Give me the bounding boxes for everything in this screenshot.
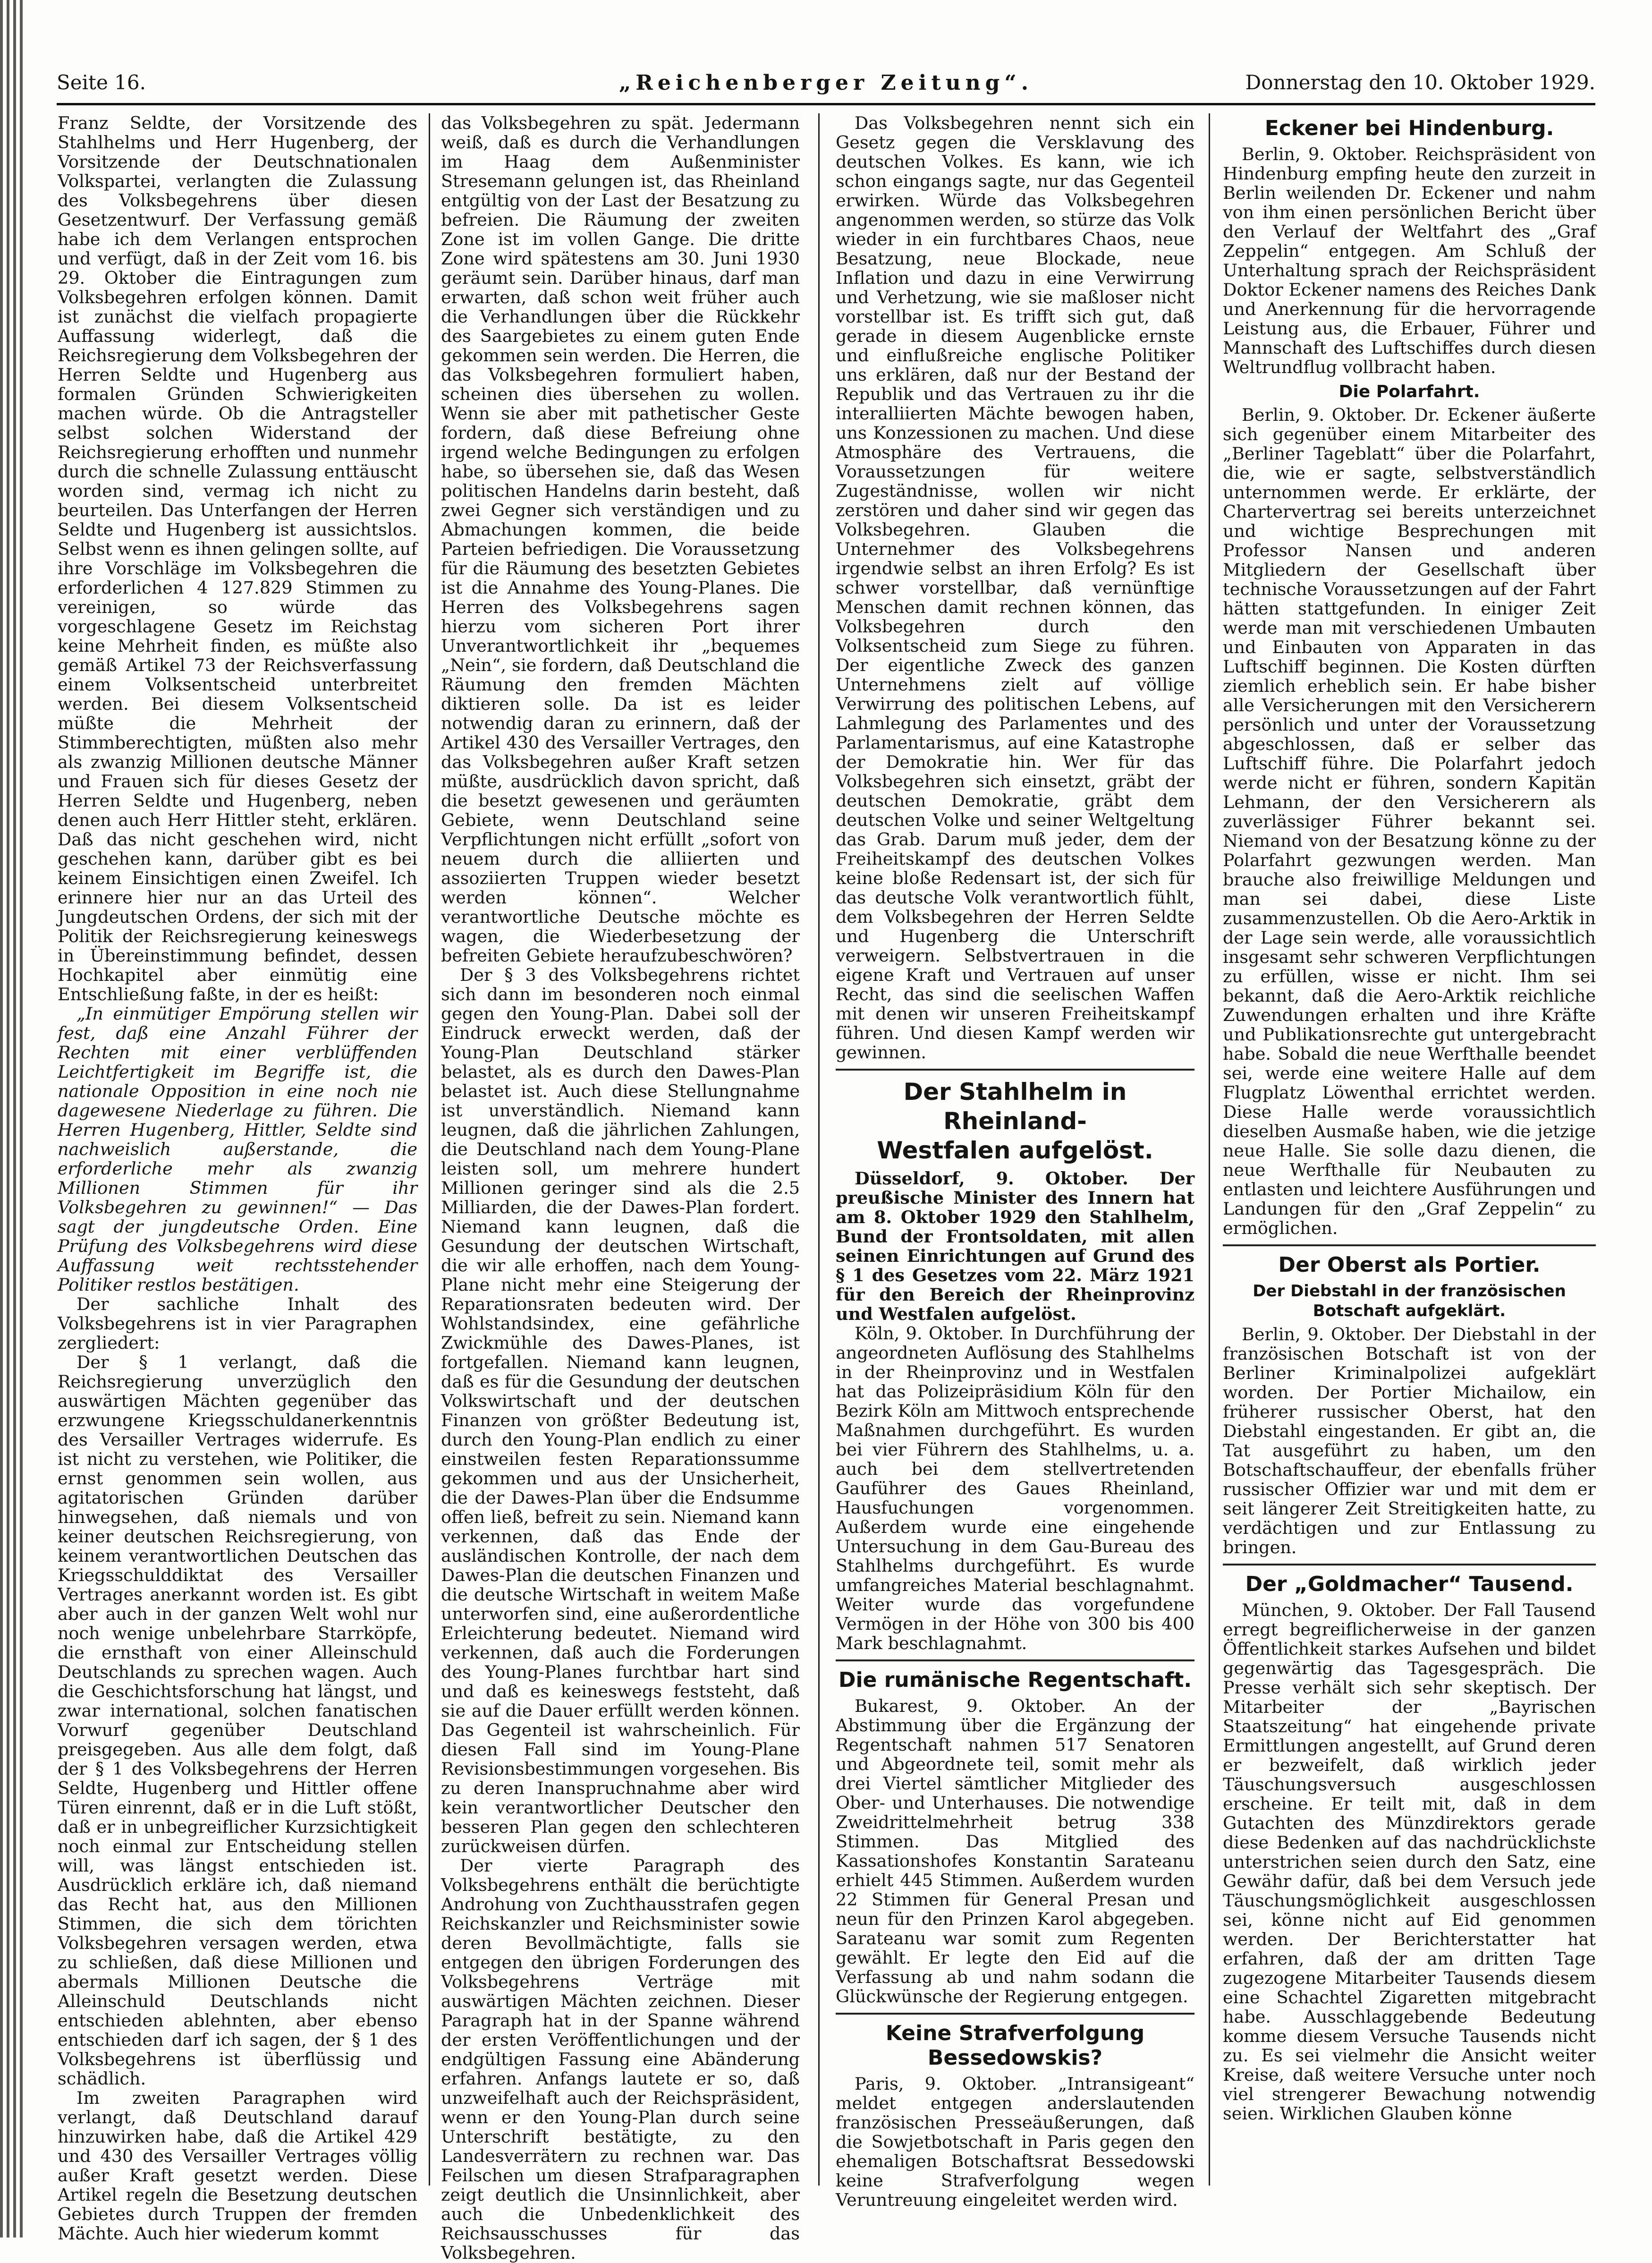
column-rule — [429, 113, 430, 2186]
article-paragraph: Berlin, 9. Oktober. Reichspräsident von Hindenburg empfing heute den zurzeit in Berlin weilenden Dr. Eckener und nahm von ihm einen persönlichen Bericht über den Verlauf der Weltfahrt des „Graf Zeppelin“ entgegen. Am Schluß der Unterhaltung sprach der Reichspräsident Doktor Eckener namens des Reiches Dank und Anerkennung für die hervorragende Leistung aus, die Erbauer, Führer und Mannschaft des Luftschiffes durch diesen Weltrundflug vollbracht haben. — [1223, 144, 1596, 377]
article-paragraph: Der § 1 verlangt, daß die Reichsregierung unverzüglich den auswärtigen Mächten gegenüber das erzwungene Kriegsschuldanerkenntnis des Versailler Vertrages widerrufe. Es ist nicht zu verstehen, wie Politiker, die ernst genommen sein wollen, aus agitatorischen Gründen darüber hinwegsehen, daß niemals und von keiner deutschen Reichsregierung, von keinem verantwortlichen Deutschen das Kriegsschulddiktat des Versailler Vertrages anerkannt worden ist. Es gibt aber auch in der ganzen Welt wohl nur noch wenige unbelehrbare Starrköpfe, die ernsthaft von einer Alleinschuld Deutschlands zu sprechen wagen. Auch die Geschichtsforschung hat längst, und zwar international, solchen fanatischen Vorwurf gegenüber Deutschland preisgegeben. Aus alle dem folgt, daß der § 1 des Volksbegehrens der Herren Seldte, Hugenberg und Hittler offene Türen einrennt, daß er in die Luft stößt, daß er in unbegreiflicher Kurzsichtigkeit noch einmal zur Entscheidung stellen will, was längst entschieden ist. Ausdrücklich erkläre ich, daß niemand das Recht hat, aus den Millionen Stimmen, die sich dem törichten Volksbegehren versagen werden, etwa zu schließen, daß diese Millionen und abermals Millionen Deutsche die Alleinschuld Deutschlands nicht entschieden ablehnten, aber ebenso entschieden darf ich sagen, der § 1 des Volksbegehrens ist überflüssig und schädlich. — [58, 1352, 417, 2089]
column-rule — [1209, 113, 1210, 2186]
headline-oberst: Der Oberst als Portier. — [1278, 1253, 1541, 1277]
binding-edge — [0, 0, 23, 2237]
headline-regentschaft: Die rumänische Regentschaft. — [838, 1668, 1192, 1692]
subheadline-polarfahrt: Die Polarfahrt. — [1339, 382, 1480, 401]
article-paragraph: „In einmütiger Empörung stellen wir fest, daß eine Anzahl Führer der Rechten mit einer verblüffenden Leichtfertigkeit im Begriffe ist, die nationale Opposition in eine noch nie dagewesene Niederlage zu führen. Die Herren Hugenberg, Hittler, Seldte sind nachweislich außerstande, die erforderliche mehr als zwanzig Millionen Stimmen für ihr Volksbegehren zu gewinnen!“ — Das sagt der jungdeutsche Orden. Eine Prüfung des Volksbegehrens wird diese Auffassung weit rechtsstehender Politiker restlos bestätigen. — [58, 1004, 417, 1295]
section-rule — [836, 1069, 1195, 1071]
issue-date: Donnerstag den 10. Oktober 1929. — [1245, 71, 1595, 94]
article-paragraph: Der sachliche Inhalt des Volksbegehrens ist in vier Paragraphen zergliedert: — [58, 1294, 417, 1353]
headline-bessedowski: Keine Strafverfolgung Bessedowskis? — [885, 2021, 1145, 2070]
page-header — [57, 71, 1595, 104]
headline-stahlhelm — [836, 1077, 1195, 1165]
article-paragraph: Berlin, 9. Oktober. Der Diebstahl in der französischen Botschaft ist von der Berliner Kriminalpolizei aufgeklärt worden. Der Portier Michailow, ein früherer russischer Oberst, hat den Diebstahl eingestanden. Er gibt an, die Tat ausgeführt zu haben, um den Botschaftschauffeur, der ebenfalls früher russischer Offizier war und mit dem er seit längerer Zeit Streitigkeiten hatte, zu verdächtigen und zur Entlassung zu bringen. — [1223, 1324, 1596, 1557]
article-paragraph: Im zweiten Paragraphen wird verlangt, daß Deutschland darauf hinzuwirken habe, daß die Artikel 429 und 430 des Versailler Vertrages völlig außer Kraft gesetzt werden. Diese Artikel regeln die Besetzung deutschen Gebietes durch Truppen der fremden Mächte. Auch hier wiederum kommt — [58, 2088, 417, 2244]
headline-goldmacher: Der „Goldmacher“ Tausend. — [1245, 1572, 1574, 1596]
headline-line: Der Stahlhelm in Rheinland- — [903, 1078, 1127, 1135]
column-3 — [836, 113, 1195, 2210]
article-paragraph: Der § 3 des Volksbegehrens richtet sich dann im besonderen noch einmal gegen den Young-Plan. Dabei soll der Eindruck erweckt werden, daß der Young-Plan Deutschland stärker belastet, als es durch den Dawes-Plan belastet ist. Auch diese Stellungnahme ist unverständlich. Niemand kann leugnen, daß die jährlichen Zahlungen, die Deutschland nach dem Young-Plane leisten soll, um mehrere hundert Millionen geringer sind als die 2.5 Milliarden, die der Dawes-Plan fordert. Niemand kann leugnen, daß die Gesundung der deutschen Wirtschaft, die wir alle erhoffen, nach dem Young-Plane nicht mehr eine Steigerung der Reparationsraten bedeuten wird. Der Wohlstandsindex, eine gefährliche Zwickmühle des Dawes-Planes, ist fortgefallen. Niemand kann leugnen, daß es für die Gesundung der deutschen Volkswirtschaft und der deutschen Finanzen von größter Bedeutung ist, durch den Young-Plan endlich zu einer einstweilen festen Reparationssumme gekommen und aus der Unsicherheit, die der Dawes-Plan über die Endsumme offen ließ, befreit zu sein. Niemand kann verkennen, daß das Ende der ausländischen Kontrolle, der nach dem Dawes-Plan die deutschen Finanzen und die deutsche Wirtschaft in weitem Maße unterworfen sind, eine außerordentliche Erleichterung bedeutet. Niemand wird verkennen, daß auch die Forderungen des Young-Planes furchtbar hart sind und daß es keineswegs feststeht, daß sie auf die Dauer erfüllt werden können. Das Gegenteil ist wahrscheinlich. Für diesen Fall sind im Young-Plane Revisionsbestimmungen vorgesehen. Bis zu deren Inanspruchnahme aber wird kein verantwortlicher Deutscher den besseren Plan gegen den schlechteren zurückweisen dürfen. — [441, 965, 800, 1856]
column-1 — [58, 113, 417, 2244]
article-paragraph: Köln, 9. Oktober. In Durchführung der angeordneten Auflösung des Stahlhelms in der Rheinprovinz und in Westfalen hat das Polizeipräsidium Köln für den Bezirk Köln am Mittwoch entsprechende Maßnahmen durchgeführt. Es wurden bei vier Führern des Stahlhelms, u. a. auch bei dem stellvertretenden Gauführer des Gaues Rheinland, Hausfuchungen vorgenommen. Außerdem wurde eine eingehende Untersuchung in dem Gau-Bureau des Stahlhelms durchgeführt. Es wurde umfangreiches Material beschlagnahmt. Weiter wurde das vorgefundene Vermögen in der Höhe von 300 bis 400 Mark beschlagnahmt. — [836, 1323, 1195, 1653]
section-rule — [836, 2013, 1195, 2015]
article-paragraph: Düsseldorf, 9. Oktober. Der preußische Minister des Innern hat am 8. Oktober 1929 den Stahlhelm, Bund der Frontsoldaten, mit allen seinen Einrichtungen auf Grund des § 1 des Gesetzes vom 22. März 1921 für den Bereich der Rheinprovinz und Westfalen aufgelöst. — [836, 1168, 1195, 1324]
subheadline-diebstahl: Der Diebstahl in der französischen Botschaft aufgeklärt. — [1253, 1282, 1566, 1320]
section-rule — [1223, 1244, 1596, 1246]
headline-line: Westfalen aufgelöst. — [877, 1137, 1153, 1164]
article-paragraph: Paris, 9. Oktober. „Intransigeant“ meldet entgegen anderslautenden französischen Presseäußerungen, daß die Sowjetbotschaft in Paris gegen den ehemaligen Botschaftsrat Bessedowski keine Strafverfolgung wegen Veruntreuung eingeleitet werden wird. — [836, 2074, 1195, 2210]
article-paragraph: Der vierte Paragraph des Volksbegehrens enthält die berüchtigte Androhung von Zuchthausstrafen gegen Reichskanzler und Reichsminister sowie deren Bevollmächtigte, falls sie entgegen den übrigen Forderungen des Volksbegehrens Verträge mit auswärtigen Mächten zeichnen. Dieser Paragraph hat in der Spanne während der ersten Veröffentlichungen und der endgültigen Fassung eine Abänderung erfahren. Anfangs lautete er so, daß unzweifelhaft auch der Reichspräsident, wenn er den Young-Plan durch seine Unterschrift bestätigte, zu den Landesverrätern zu rechnen war. Das Feilschen um diesen Strafparagraphen zeigt deutlich die Unsinnlichkeit, aber auch die Unbedenklichkeit des Reichsausschusses für das Volksbegehren. — [441, 1855, 800, 2263]
headline-eckener: Eckener bei Hindenburg. — [1264, 116, 1554, 140]
article-paragraph: Bukarest, 9. Oktober. An der Abstimmung über die Ergänzung der Regentschaft nahmen 517 Senatoren und Abgeordnete teil, somit mehr als drei Viertel sämtlicher Mitglieder des Ober- und Unterhauses. Die notwendige Zweidrittelmehrheit betrug 338 Stimmen. Das Mitglied des Kassationshofes Konstantin Sarateanu erhielt 445 Stimmen. Außerdem wurden 22 Stimmen für General Presan und neun für den Prinzen Karol abgegeben. Sarateanu war somit zum Regenten gewählt. Er legte den Eid auf die Verfassung ab und nahm sodann die Glückwünsche der Regierung entgegen. — [836, 1696, 1195, 2007]
column-rule — [818, 113, 820, 2186]
masthead: „Reichenberger Zeitung“. — [618, 71, 1034, 95]
article-paragraph: Das Volksbegehren nennt sich ein Gesetz gegen die Versklavung des deutschen Volkes. Es kann, wie ich schon eingangs sagte, nur das Gegenteil erwirken. Würde das Volksbegehren angenommen werden, so stürze das Volk wieder in ein furchtbares Chaos, neue Besatzung, neue Blockade, neue Inflation und dazu in eine Verwirrung und Verhetzung, wie sie maßloser nicht vorstellbar ist. Es trifft sich gut, daß gerade in diesem Augenblicke ernste und einflußreiche englische Politiker uns erklären, daß nur der Bestand der Republik und das Vertrauen zu ihr die interalliierten Mächte bewogen haben, uns Konzessionen zu machen. Und diese Atmosphäre des Vertrauens, die Voraussetzungen für weitere Zugeständnisse, wollen wir nicht zerstören und daher sind wir gegen das Volksbegehren. Glauben die Unternehmer des Volksbegehrens irgendwie selbst an ihren Erfolg? Es ist schwer vorstellbar, daß vernünftige Menschen damit rechnen können, das Volksbegehren durch den Volksentscheid zum Siege zu führen. Der eigentliche Zweck des ganzen Unternehmens zielt auf völlige Verwirrung des politischen Lebens, auf Lahmlegung des Parlamentes und des Parlamentarismus, auf eine Katastrophe der Demokratie hin. Wer für das Volksbegehren sich einsetzt, gräbt der deutschen Demokratie, gräbt dem deutschen Volke und seiner Weltgeltung das Grab. Darum muß jeder, dem der Freiheitskampf des deutschen Volkes keine bloße Redensart ist, der sich für das deutsche Volk verantwortlich fühlt, dem Volksbegehren der Herren Seldte und Hugenberg die Unterschrift verweigern. Selbstvertrauen in die eigene Kraft und Vertrauen auf unser Recht, das sind die seelischen Waffen mit denen wir unseren Freiheitskampf führen. Und diesen Kampf werden wir gewinnen. — [836, 113, 1195, 1063]
column-2 — [441, 113, 800, 2263]
section-rule — [836, 1659, 1195, 1661]
article-paragraph: München, 9. Oktober. Der Fall Tausend erregt begreiflicherweise in der ganzen Öffentlichkeit starkes Aufsehen und bildet gegenwärtig das Tagesgespräch. Die Presse verhält sich sehr skeptisch. Der Mitarbeiter der „Bayrischen Staatszeitung“ hat eingehende private Ermittlungen angestellt, auf Grund deren er bezweifelt, daß wirklich jeder Täuschungsversuch ausgeschlossen erscheine. Er teilt mit, daß in dem Gutachten des Münzdirektors gerade diese Bedenken auf das nachdrücklichste unterstrichen seien durch den Satz, eine Gewähr dafür, daß bei dem Versuch jede Täuschungsmöglichkeit ausgeschlossen sei, könne nicht auf Eid genommen werden. Der Berichterstatter hat erfahren, daß der am dritten Tage zugezogene Mitarbeiter Tausends diesem eine Schachtel Zigaretten mitgebracht habe. Ausschlaggebende Bedeutung komme diesem Versuche Tausends nicht zu. Es sei vielmehr die Ansicht weiter Kreise, daß weitere Versuche unter noch viel strengerer Bewachung notwendig seien. Wirklichen Glauben könne — [1223, 1600, 1596, 2124]
page-number: Seite 16. — [57, 71, 146, 94]
column-4 — [1223, 113, 1596, 2190]
header-rule — [57, 103, 1595, 105]
article-paragraph: Berlin, 9. Oktober. Dr. Eckener äußerte sich gegenüber einem Mitarbeiter des „Berliner Tageblatt“ über die Polarfahrt, die, wie er sagte, selbstverständlich unternommen werde. Er erklärte, der Chartervertrag sei bereits unterzeichnet und wichtige Besprechungen mit Professor Nansen und anderen Mitgliedern der Gesellschaft über technische Voraussetzungen auf der Fahrt hätten stattgefunden. In einiger Zeit werde man mit verschiedenen Umbauten und Einbauten von Apparaten in das Luftschiff beginnen. Die Kosten dürften ziemlich erheblich sein. Er habe bisher alle Versicherungen mit den Versicherern persönlich und unter der Voraussetzung abgeschlossen, daß er selber das Luftschiff führe. Die Polarfahrt jedoch werde nicht er führen, sondern Kapitän Lehmann, der den Versicherern als zuverlässiger Führer bekannt sei. Niemand von der Besatzung könne zu der Polarfahrt gezwungen werden. Man brauche also freiwillige Meldungen und man sei dabei, diese Liste zusammenzustellen. Ob die Aero-Arktik in der Lage sein werde, alle voraussichtlich insgesamt sehr schweren Verpflichtungen zu erfüllen, wisse er nicht. Ihm sei bekannt, daß die Aero-Arktik reichliche Zuwendungen erhalten und ihre Kräfte und Publikationsrechte gut untergebracht habe. Sobald die neue Werfthalle beendet sei, werde eine weitere Halle auf dem Flugplatz Löwenthal errichtet werden. Diese Halle werde voraussichtlich dieselben Ausmaße haben, wie die jetzige neue Halle. Sie solle dazu dienen, die neue Werfthalle für Neubauten zu entlasten und leichtere Ausführungen und Landungen für den „Graf Zeppelin“ zu ermöglichen. — [1223, 405, 1596, 1238]
article-paragraph: das Volksbegehren zu spät. Jedermann weiß, daß es durch die Verhandlungen im Haag dem Außenminister Stresemann gelungen ist, das Rheinland entgültig von der Last der Besatzung zu befreien. Die Räumung der zweiten Zone ist im vollen Gange. Die dritte Zone wird spätestens am 30. Juni 1930 geräumt sein. Darüber hinaus, darf man erwarten, daß schon weit früher auch die Verhandlungen über die Rückkehr des Saargebietes zu einem guten Ende gekommen sein werden. Die Herren, die das Volksbegehren formuliert haben, scheinen dies übersehen zu wollen. Wenn sie aber mit pathetischer Geste fordern, daß diese Befreiung ohne irgend welche Bedingungen zu erfolgen habe, so übersehen sie, daß das Wesen politischen Handelns darin besteht, daß zwei Gegner sich verständigen und zu Abmachungen kommen, die beide Parteien befriedigen. Die Voraussetzung für die Räumung des besetzten Gebietes ist die Annahme des Young-Planes. Die Herren des Volksbegehrens sagen hierzu vom sicheren Port ihrer Unverantwortlichkeit ihr „bequemes „Nein“, sie fordern, daß Deutschland die Räumung den fremden Mächten diktieren solle. Da ist es leider notwendig daran zu erinnern, daß der Artikel 430 des Versailler Vertrages, den das Volksbegehren außer Kraft setzen müßte, ausdrücklich davon spricht, daß die besetzt gewesenen und geräumten Gebiete, wenn Deutschland seine Verpflichtungen nicht erfüllt „sofort von neuem durch die alliierten und assoziierten Truppen wieder besetzt werden können“. Welcher verantwortliche Deutsche möchte es wagen, die Wiederbesetzung der befreiten Gebiete heraufzubeschwören? — [441, 113, 800, 966]
section-rule — [1223, 1564, 1596, 1565]
article-paragraph: Franz Seldte, der Vorsitzende des Stahlhelms und Herr Hugenberg, der Vorsitzende der Deutschnationalen Volkspartei, verlangten die Zulassung des Volksbegehrens über diesen Gesetzentwurf. Der Verfassung gemäß habe ich dem Verlangen entsprochen und verfügt, daß in der Zeit vom 16. bis 29. Oktober die Eintragungen zum Volksbegehren erfolgen können. Damit ist zunächst die vielfach propagierte Auffassung widerlegt, daß die Reichsregierung dem Volksbegehren der Herren Seldte und Hugenberg aus formalen Gründen Schwierigkeiten machen würde. Ob die Antragsteller selbst solchen Widerstand der Reichsregierung erhofften und nunmehr durch die schnelle Zulassung enttäuscht worden sind, vermag ich nicht zu beurteilen. Das Unterfangen der Herren Seldte und Hugenberg ist aussichtslos. Selbst wenn es ihnen gelingen sollte, auf ihre Vorschläge im Volksbegehren die erforderlichen 4 127.829 Stimmen zu vereinigen, so würde das vorgeschlagene Gesetz im Reichstag keine Mehrheit finden, es müßte also gemäß Artikel 73 der Reichsverfassung einem Volksentscheid unterbreitet werden. Bei diesem Volksentscheid müßte die Mehrheit der Stimmberechtigten, müßten also mehr als zwanzig Millionen deutsche Männer und Frauen sich für dieses Gesetz der Herren Seldte und Hugenberg, neben denen auch Herr Hittler steht, erklären. Daß das nicht geschehen wird, nicht geschehen kann, darüber gibt es bei keinem Einsichtigen einen Zweifel. Ich erinnere hier nur an das Urteil des Jungdeutschen Ordens, der sich mit der Politik der Reichsregierung keineswegs in Übereinstimmung befindet, dessen Hochkapitel aber einmütig eine Entschließung faßte, in der es heißt: — [58, 113, 417, 1004]
